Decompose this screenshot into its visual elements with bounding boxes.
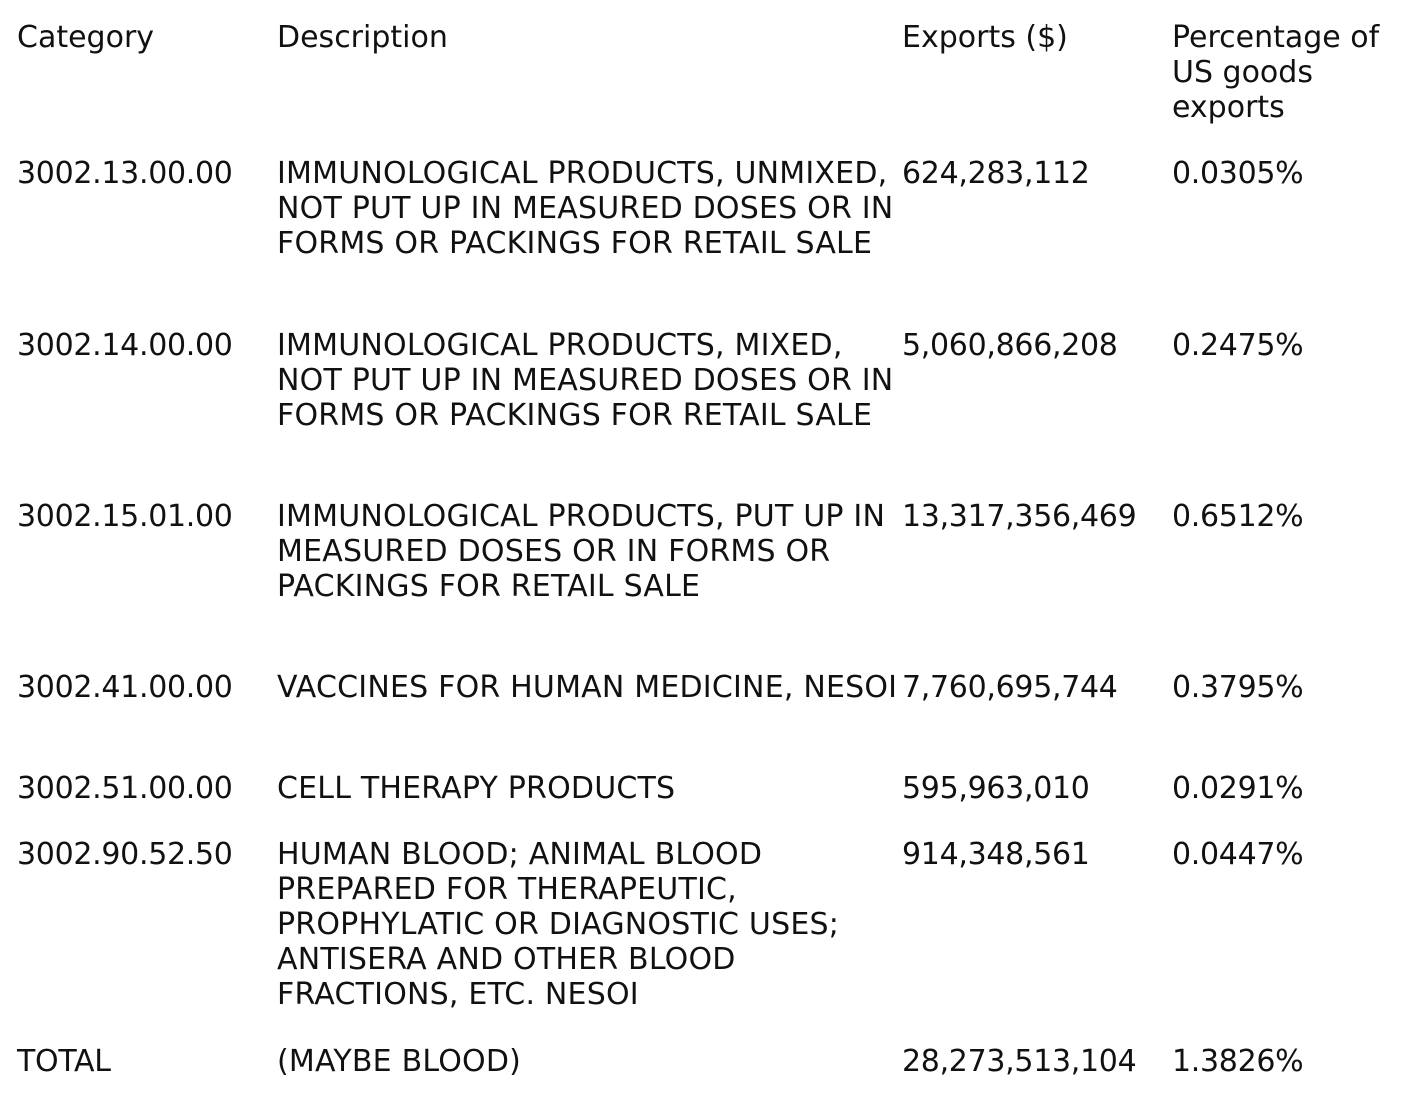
table-row bbox=[17, 771, 1397, 837]
description-cell: CELL THERAPY PRODUCTS bbox=[277, 771, 676, 806]
table-row bbox=[17, 328, 1397, 499]
category-cell: 3002.41.00.00 bbox=[17, 670, 233, 705]
description-cell: VACCINES FOR HUMAN MEDICINE, NESOI bbox=[277, 670, 898, 705]
table-header-row bbox=[17, 20, 1397, 156]
exports-cell: 5,060,866,208 bbox=[902, 328, 1118, 363]
percentage-cell: 0.2475% bbox=[1172, 328, 1304, 363]
category-cell: 3002.51.00.00 bbox=[17, 771, 233, 806]
percentage-cell: 0.3795% bbox=[1172, 670, 1304, 705]
description-cell: HUMAN BLOOD; ANIMAL BLOOD PREPARED FOR THERAPEUTIC, PROPHYLATIC OR DIAGNOSTIC USES; ANTISERA AND OTHER BLOOD FRACTIONS, ETC. NESOI bbox=[277, 837, 840, 1012]
exports-cell: 28,273,513,104 bbox=[902, 1044, 1137, 1079]
category-cell: 3002.15.01.00 bbox=[17, 499, 233, 534]
percentage-cell: 0.0447% bbox=[1172, 837, 1304, 872]
table-row bbox=[17, 670, 1397, 771]
category-cell: 3002.14.00.00 bbox=[17, 328, 233, 363]
percentage-cell: 0.0305% bbox=[1172, 156, 1304, 191]
header-percentage: Percentage of US goods exports bbox=[1172, 20, 1380, 125]
description-cell: IMMUNOLOGICAL PRODUCTS, MIXED, NOT PUT UP IN MEASURED DOSES OR IN FORMS OR PACKINGS FOR RETAIL SALE bbox=[277, 328, 894, 433]
exports-cell: 13,317,356,469 bbox=[902, 499, 1137, 534]
exports-cell: 7,760,695,744 bbox=[902, 670, 1118, 705]
category-cell: 3002.13.00.00 bbox=[17, 156, 233, 191]
exports-table bbox=[17, 20, 1397, 1094]
description-cell: (MAYBE BLOOD) bbox=[277, 1044, 522, 1079]
table-row bbox=[17, 837, 1397, 1044]
header-description: Description bbox=[277, 20, 448, 55]
header-exports: Exports ($) bbox=[902, 20, 1068, 55]
category-cell: TOTAL bbox=[17, 1044, 111, 1079]
exports-cell: 595,963,010 bbox=[902, 771, 1090, 806]
description-cell: IMMUNOLOGICAL PRODUCTS, PUT UP IN MEASURED DOSES OR IN FORMS OR PACKINGS FOR RETAIL SALE bbox=[277, 499, 886, 604]
header-category: Category bbox=[17, 20, 155, 55]
table-row bbox=[17, 156, 1397, 328]
percentage-cell: 0.6512% bbox=[1172, 499, 1304, 534]
exports-cell: 914,348,561 bbox=[902, 837, 1090, 872]
description-cell: IMMUNOLOGICAL PRODUCTS, UNMIXED, NOT PUT UP IN MEASURED DOSES OR IN FORMS OR PACKINGS FOR RETAIL SALE bbox=[277, 156, 894, 261]
percentage-cell: 1.3826% bbox=[1172, 1044, 1304, 1079]
table-row bbox=[17, 499, 1397, 670]
table-total-row bbox=[17, 1044, 1397, 1094]
percentage-cell: 0.0291% bbox=[1172, 771, 1304, 806]
exports-cell: 624,283,112 bbox=[902, 156, 1090, 191]
category-cell: 3002.90.52.50 bbox=[17, 837, 233, 872]
